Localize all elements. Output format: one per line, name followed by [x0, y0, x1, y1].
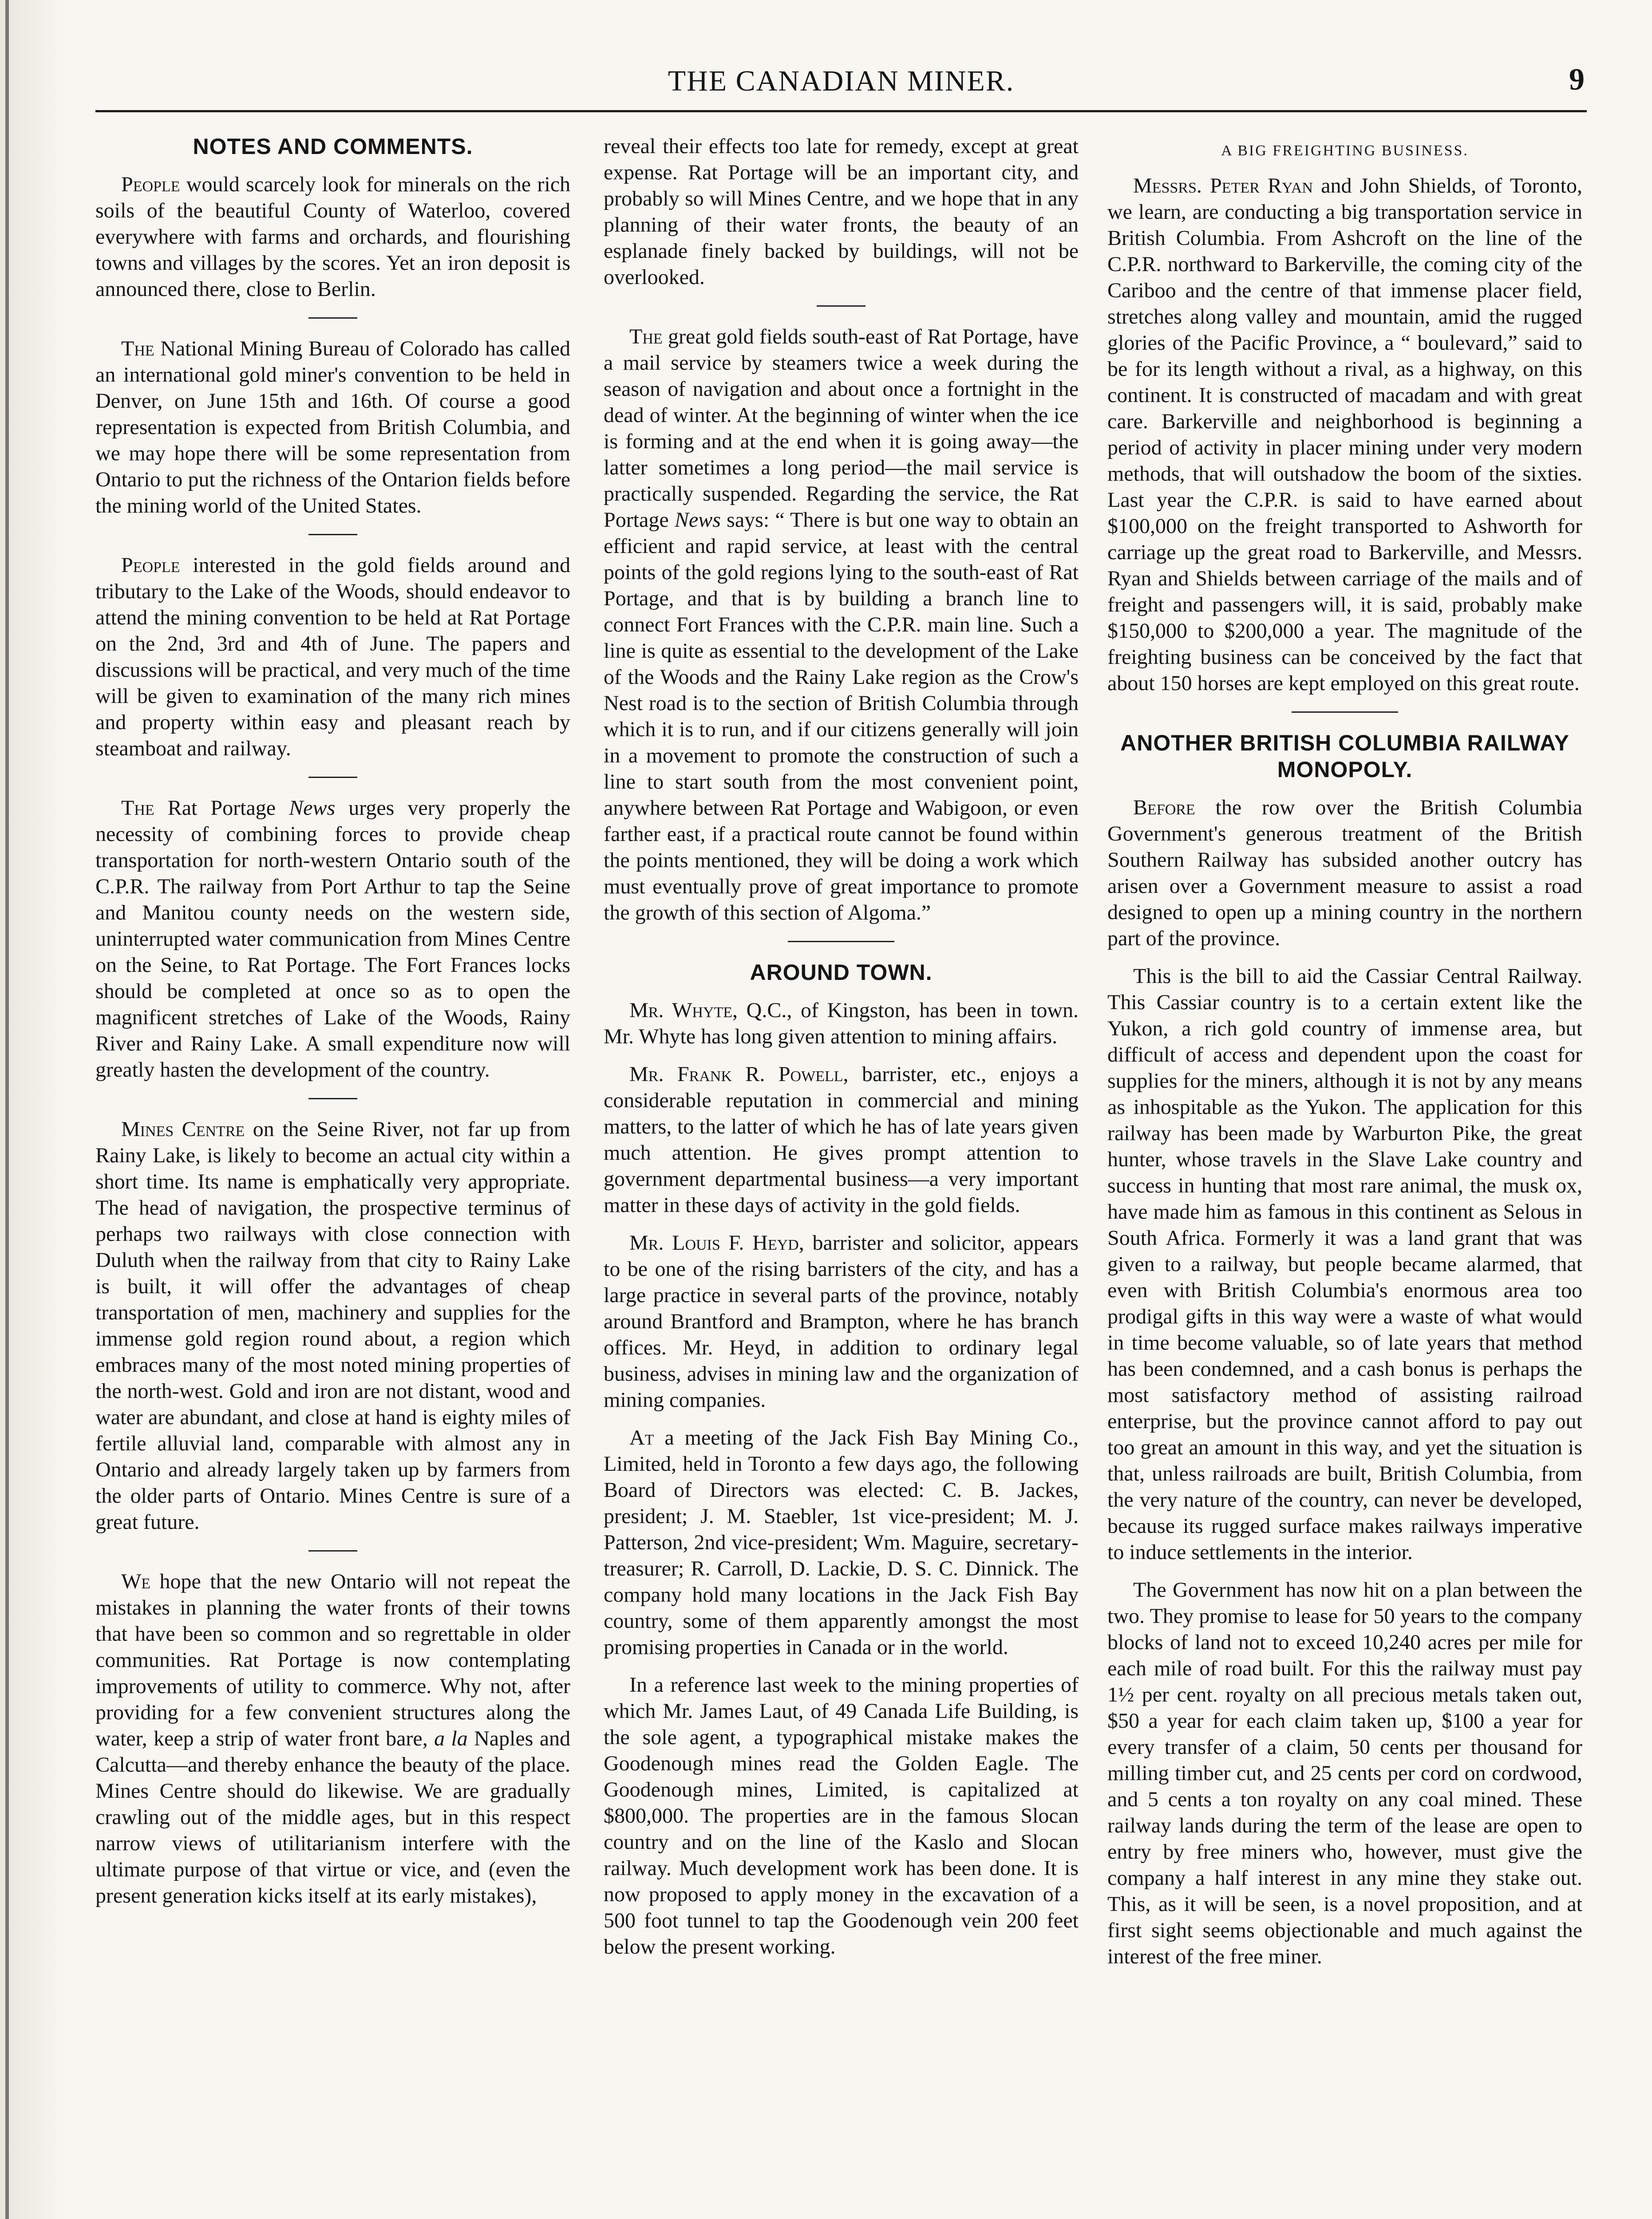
separator — [308, 777, 357, 778]
page-number: 9 — [1569, 63, 1585, 97]
notes-paragraph: The great gold fields south-east of Rat Portage, have a mail service by steamers twice a week during the season of navigation and about once a fortnight in the dead of winter. At the beginning of winter when the ice is forming and at the end when it is going away—the latter sometimes a long period—the mail service is practically suspended. Regarding the service, the Rat Portage News says: “ There is but one way to obtain an efficient and rapid service, at least with the central points of the gold regions lying to the south-east of Rat Portage, and that is by building a branch line to connect Fort Frances with the C.P.R. main line. Such a line is quite as essential to the development of the Lake of the Woods and the Rainy Lake region as the Crow's Nest road is to the section of British Columbia through which it is to run, and if our citizens generally will join in a movement to promote the construction of such a line to start south from the most convenient point, anywhere between Rat Portage and Wabigoon, or even farther east, if a practical route cannot be found within the points mentioned, they will be doing a work which must eventually prove of great importance to promote the growth of this section of Algoma.” — [604, 325, 1079, 924]
column-1 — [95, 133, 570, 2210]
adjacent-page-bleed — [0, 0, 67, 2219]
around-town-paragraph: At a meeting of the Jack Fish Bay Mining Co., Limited, held in Toronto a few days ago, the following Board of Directors was elected: C. B. Jackes, president; J. M. Staebler, 1st vice-president; M. J. Patterson, 2nd vice-president; Wm. Maguire, secretary-treasurer; R. Carroll, D. Lackie, D. S. C. Dinnick. The company hold many locations in the Jack Fish Bay country, some of them apparently amongst the most promising properties in Canada or in the world. — [604, 1426, 1079, 1659]
railway-paragraph: This is the bill to aid the Cassiar Central Railway. This Cassiar country is to a certain extent like the Yukon, a rich gold country of immense area, but difficult of access and dependent upon the coast for supplies for the miners, although it is not by any means as inhospitable as the Yukon. The application for this railway has been made by Warburton Pike, the great hunter, whose travels in the Slave Lake country and success in hunting that most rare animal, the musk ox, have made him as famous in this continent as Selous in South Africa. Formerly it was a land grant that was given to a railway, but people became alarmed, that even with British Columbia's enormous area too prodigal gifts in this way were a waste of what would in time become valuable, so of late years that method has been condemned, and a cash bonus is perhaps the most satisfactory method of assisting railroad enterprise, but the province cannot afford to pay out too great an amount in this way, and yet the situation is that, unless railroads are built, British Columbia, from the very nature of the country, can never be developed, because its rugged surface makes railways imperative to induce settlements in the interior. — [1107, 964, 1582, 1564]
around-town-paragraph: Mr. Frank R. Powell, barrister, etc., enjoys a considerable reputation in commercial and mining matters, to the latter of which he has of late years given much attention. He gives prompt attention to government departmental business—a very important matter in these days of activity in the gold fields. — [604, 1062, 1079, 1217]
header-rule — [95, 110, 1587, 112]
separator — [308, 1098, 357, 1099]
notes-paragraph-continued: reveal their effects too late for remedy, except at great expense. Rat Portage will be an important city, and probably so will Mines Centre, and we hope that in any planning of their water fronts, the beauty of an esplanade finely backed by buildings, will not be overlooked. — [604, 134, 1079, 289]
page-header — [95, 62, 1587, 107]
binding-edge — [5, 0, 9, 2219]
heading-railway-monopoly: ANOTHER BRITISH COLUMBIA RAILWAY MONOPOLY. — [1120, 730, 1569, 782]
separator — [788, 941, 894, 942]
heading-notes-and-comments: NOTES AND COMMENTS. — [193, 134, 473, 159]
notes-paragraph: The National Mining Bureau of Colorado has called an international gold miner's convention to be held in Denver, on June 15th and 16th. Of course a good representation is expected from British Columbia, and we may hope there will be some representation from Ontario to put the richness of the Ontarion fields before the mining world of the United States. — [95, 337, 570, 517]
around-town-paragraph: Mr. Louis F. Heyd, barrister and solicitor, appears to be one of the rising barristers of the city, and has a large practice in several parts of the province, notably around Brantford and Brampton, where he has branch offices. Mr. Heyd, in addition to ordinary legal business, advises in mining law and the organization of mining companies. — [604, 1231, 1079, 1412]
freighting-paragraph: Messrs. Peter Ryan and John Shields, of Toronto, we learn, are conducting a big transportation service in British Columbia. From Ashcroft on the line of the C.P.R. northward to Barkerville, the coming city of the Cariboo and the centre of that immense placer field, stretches along valley and mountain, amid the rugged glories of the Pacific Province, a “ boulevard,” said to be for its length without a rival, as a highway, on this continent. It is constructed of macadam and with great care. Barkerville and neighborhood is beginning a period of activity in placer mining under very modern methods, that will outshadow the boom of the sixties. Last year the C.P.R. is said to have earned about $100,000 on the freight transported to Ashworth for carriage up the great road to Barkerville, and Messrs. Ryan and Shields between carriage of the mails and of freight and passengers will, it is said, probably make $150,000 to $200,000 a year. The magnitude of the freighting business can be conceived by the fact that about 150 horses are kept employed on this great route. — [1107, 174, 1582, 695]
notes-paragraph: People interested in the gold fields around and tributary to the Lake of the Woods, should endeavor to attend the mining convention to be held at Rat Portage on the 2nd, 3rd and 4th of June. The papers and discussions will be practical, and very much of the time will be given to examination of the many rich mines and property within easy and pleasant reach by steamboat and railway. — [95, 553, 570, 760]
separator — [308, 317, 357, 319]
around-town-paragraph: In a reference last week to the mining properties of which Mr. James Laut, of 49 Canada Life Building, is the sole agent, a typographical mistake makes the Goodenough mines read the Golden Eagle. The Goodenough mines, Limited, is capitalized at $800,000. The properties are in the famous Slocan country and on the line of the Kaslo and Slocan railway. Much development work has been done. It is now proposed to apply money in the excavation of a 500 foot tunnel to tap the Goodenough vein 200 feet below the present working. — [604, 1673, 1079, 1958]
railway-paragraph: Before the row over the British Columbia Government's generous treatment of the British Southern Railway has subsided another outcry has arisen over a Government measure to assist a road designed to open up a mining country in the northern part of the province. — [1107, 796, 1582, 950]
separator — [308, 1550, 357, 1552]
separator — [817, 305, 866, 307]
notes-paragraph: We hope that the new Ontario will not repeat the mistakes in planning the water fronts of their towns that have been so common and so regrettable in older communities. Rat Portage is now contemplating improvements of utility to commerce. Why not, after providing for a few convenient structures along the water, keep a strip of water front bare, a la Naples and Calcutta—and thereby enhance the beauty of the place. Mines Centre should do likewise. We are gradually crawling out of the middle ages, but in this respect narrow views of utilitarianism interfere with the ultimate purpose of that virtue or vice, and (even the present generation kicks itself at its early mistakes), — [95, 1570, 570, 1907]
separator — [1292, 711, 1398, 713]
column-2 — [604, 133, 1079, 2210]
separator — [308, 534, 357, 535]
heading-around-town: AROUND TOWN. — [750, 960, 933, 985]
around-town-paragraph: Mr. Whyte, Q.C., of Kingston, has been in town. Mr. Whyte has long given attention to mining affairs. — [604, 999, 1079, 1048]
column-3 — [1107, 133, 1582, 2210]
railway-paragraph: The Government has now hit on a plan between the two. They promise to lease for 50 years to the company blocks of land not to exceed 10,240 acres per mile for each mile of road built. For this the railway must pay 1½ per cent. royalty on all precious metals taken out, $50 a year for each claim taken up, $100 a year for every transfer of a claim, 50 cents per thousand for milling timber cut, and 25 cents per cord on cordwood, and 5 cents a ton royalty on any coal mined. These railway lands during the term of the lease are open to entry by free miners who, however, must give the company a half interest in any mine they stake out. This, as it will be seen, is a novel proposition, and at first sight seems objectionable and much against the interest of the free miner. — [1107, 1578, 1582, 1968]
notes-paragraph: The Rat Portage News urges very properly the necessity of combining forces to provide cheap transportation for north-western Ontario south of the C.P.R. The railway from Port Arthur to tap the Seine and Manitou county needs on the western side, uninterrupted water communication from Mines Centre on the Seine, to Rat Portage. The Fort Frances locks should be completed at once so as to open the magnificent stretches of Lake of the Woods, Rainy River and Rainy Lake. A small expenditure now will greatly hasten the development of the country. — [95, 796, 570, 1082]
notes-paragraph: People would scarcely look for minerals on the rich soils of the beautiful County of Waterloo, covered everywhere with farms and orchards, and flourishing towns and villages by the scores. Yet an iron deposit is announced there, close to Berlin. — [95, 173, 570, 301]
subheading-freighting: A BIG FREIGHTING BUSINESS. — [1221, 142, 1469, 159]
notes-paragraph: Mines Centre on the Seine River, not far up from Rainy Lake, is likely to become an actual city within a short time. Its name is emphatically very appropriate. The head of navigation, the prospective terminus of perhaps two railways with close connection with Duluth when the railway from that city to Rainy Lake is built, it will offer the advantages of cheap transportation of men, machinery and supplies for the immense gold region round about, a region which embraces many of the most noted mining properties of the north-west. Gold and iron are not distant, wood and water are abundant, and close at hand is eighty miles of fertile alluvial land, comparable with almost any in Ontario and already largely taken up by farmers from the older parts of Ontario. Mines Centre is sure of a great future. — [95, 1117, 570, 1534]
running-title: THE CANADIAN MINER. — [668, 65, 1015, 97]
